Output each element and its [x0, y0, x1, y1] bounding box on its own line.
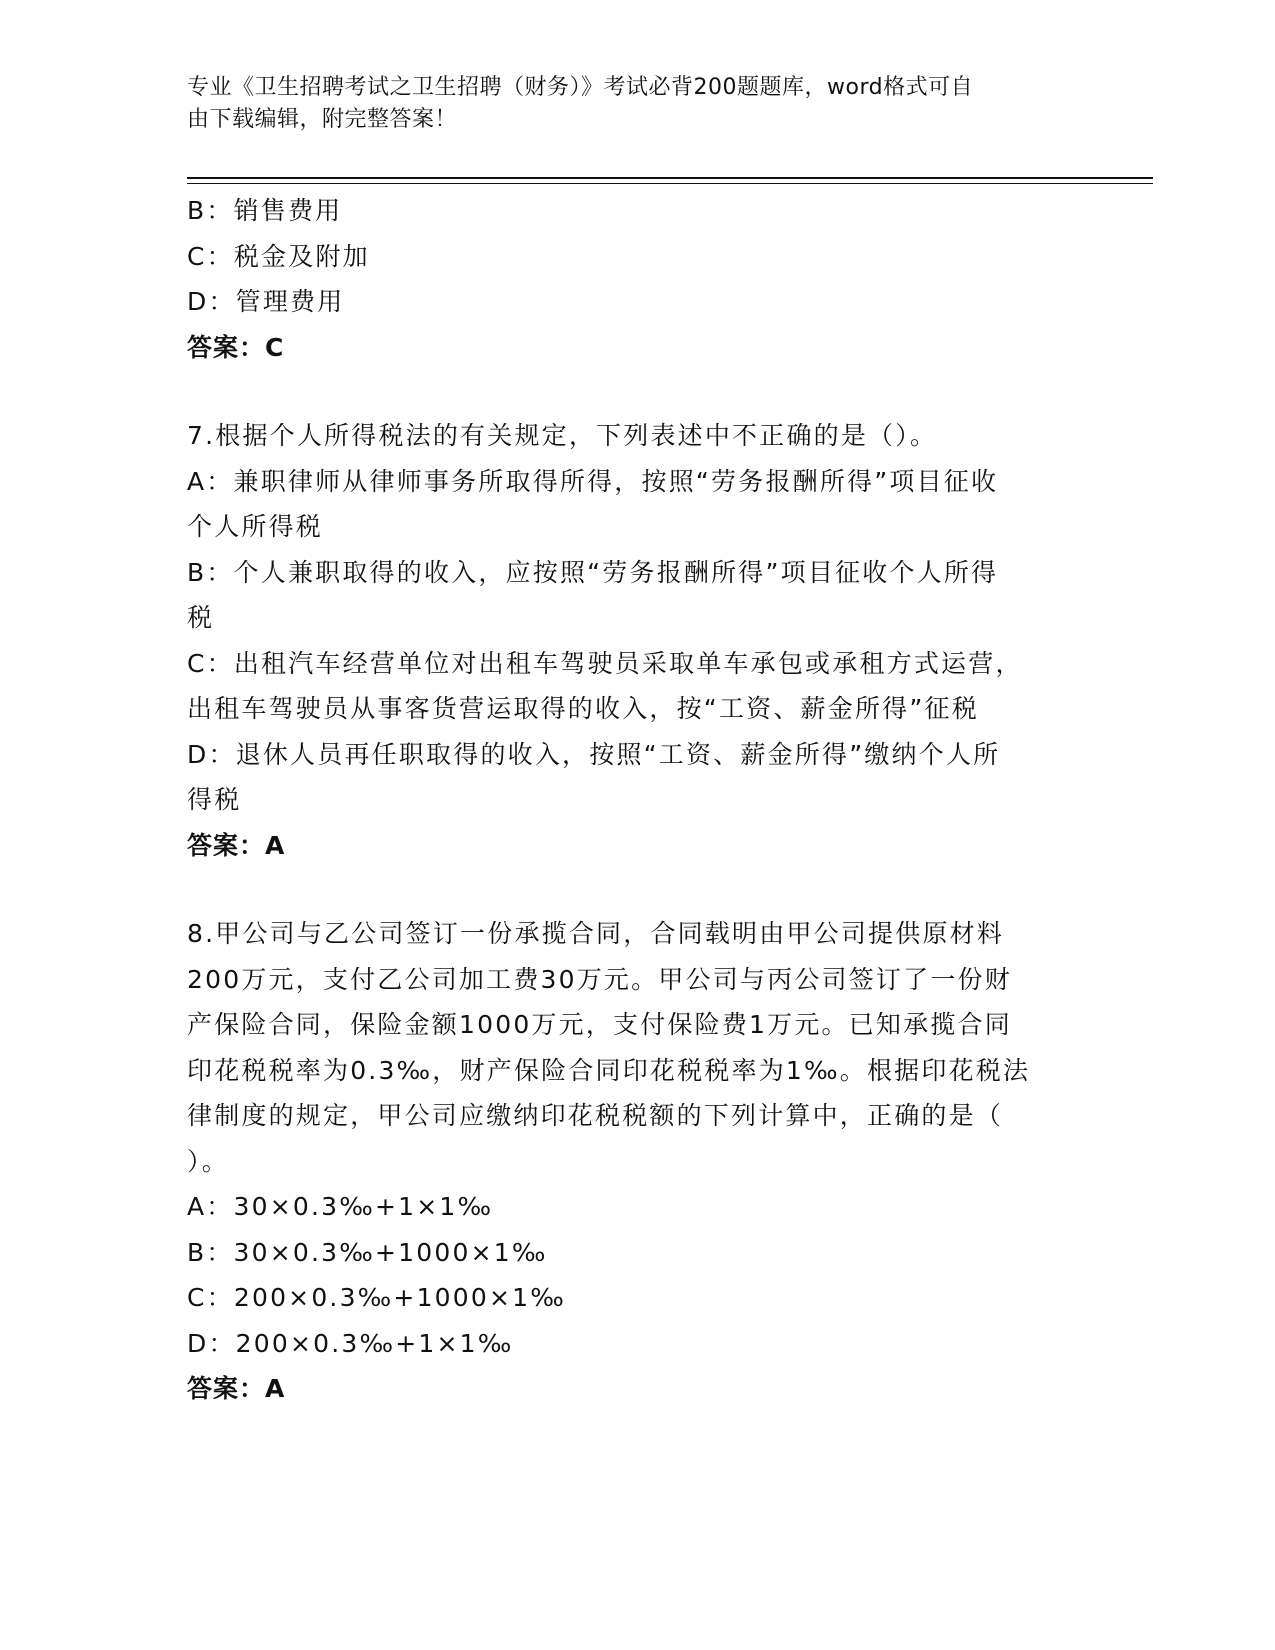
q6-answer: 答案：C	[187, 332, 285, 362]
q8-stem-line-2: 200万元，支付乙公司加工费30万元。甲公司与丙公司签订了一份财	[187, 964, 1012, 994]
q7-option-d-line-2: 得税	[187, 785, 242, 814]
spacer	[187, 370, 1067, 413]
q8-stem-line-5: 律制度的规定，甲公司应缴纳印花税税额的下列计算中，正确的是（	[187, 1101, 1004, 1130]
header-title-line-1: 专业《卫生招聘考试之卫生招聘（财务）》考试必背200题题库，word格式可自	[187, 75, 974, 100]
page-header	[187, 72, 1067, 136]
q8-stem-line-3: 产保险合同，保险金额1000万元，支付保险费1万元。已知承揽合同	[187, 1010, 1012, 1039]
q7-option-c-line-2: 出租车驾驶员从事客货营运取得的收入，按“工资、薪金所得”征税	[187, 694, 979, 723]
q6-option-c: C：税金及附加	[187, 241, 370, 271]
q7-option-b-line-2: 税	[187, 603, 215, 632]
question-8	[187, 911, 1067, 1412]
question-7	[187, 413, 1067, 868]
header-rule-thick	[187, 177, 1153, 179]
q8-stem-line-1: 8.甲公司与乙公司签订一份承揽合同，合同载明由甲公司提供原材料	[187, 919, 1005, 948]
q7-option-d-line-1: D：退休人员再任职取得的收入，按照“工资、薪金所得”缴纳个人所	[187, 739, 1001, 769]
q7-option-a-line-1: A：兼职律师从律师事务所取得所得，按照“劳务报酬所得”项目征收	[187, 466, 999, 496]
q8-option-c: C：200×0.3‰+1000×1‰	[187, 1283, 566, 1312]
document-body	[187, 188, 1067, 1412]
q7-option-c-line-1: C：出租汽车经营单位对出租车驾驶员采取单车承包或承租方式运营，	[187, 648, 1023, 678]
q7-answer: 答案：A	[187, 830, 286, 860]
q8-option-d: D：200×0.3‰+1×1‰	[187, 1328, 514, 1358]
q7-option-b-line-1: B：个人兼职取得的收入，应按照“劳务报酬所得”项目征收个人所得	[187, 557, 999, 587]
q8-option-b: B：30×0.3‰+1000×1‰	[187, 1237, 548, 1267]
question-6-tail	[187, 188, 1067, 370]
q8-stem-line-6: ）。	[187, 1146, 229, 1176]
q8-answer: 答案：A	[187, 1374, 286, 1403]
q8-option-a: A：30×0.3‰+1×1‰	[187, 1192, 494, 1221]
q6-option-d: D：管理费用	[187, 287, 345, 316]
q8-stem-line-4: 印花税税率为0.3‰，财产保险合同印花税税率为1‰。根据印花税法	[187, 1055, 1031, 1085]
header-title-line-2: 由下载编辑，附完整答案！	[187, 107, 458, 132]
q7-stem: 7.根据个人所得税法的有关规定，下列表述中不正确的是（）。	[187, 421, 938, 450]
q7-option-a-line-2: 个人所得税	[187, 512, 324, 541]
q6-option-b: B：销售费用	[187, 196, 343, 225]
header-rule-thin	[187, 183, 1153, 184]
spacer	[187, 868, 1067, 911]
